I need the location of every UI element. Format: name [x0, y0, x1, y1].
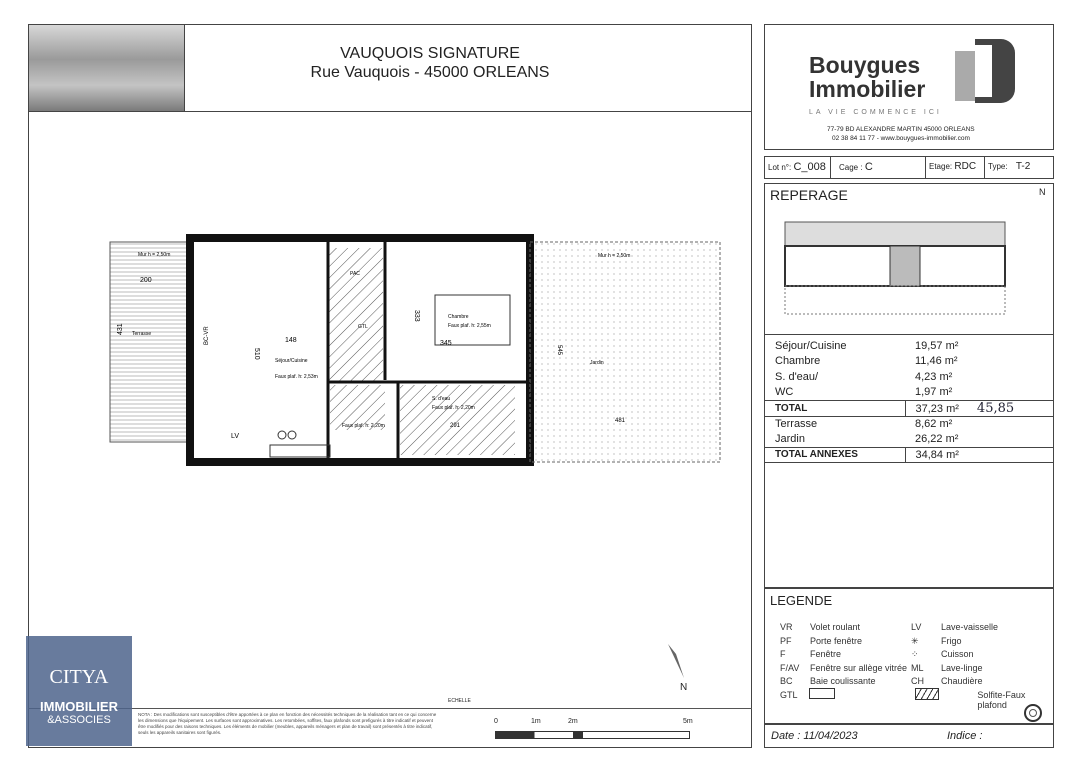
disclaimer-note: NOTA : Des modifications sont susceptibles d'être apportées à ce plan en fonction des nécessités techniques de la réalisation tant en ce qui concerne les dimensions que l'équipement. Les surfaces sont approximatives. Les retombées, soffites, faux plafonds sont prefigurés à titre indicatif et peuvent être modifiés pour des raisons techniques. Les éléments de mobilier (meubles, appareils ménagers et plan de travail) sont présentés à titre indicatif, seuls les appareils sanitaires sont figurés.: [138, 712, 437, 735]
table-row: Séjour/Cuisine 19,57 m²: [775, 339, 959, 352]
brand-name: Immobilier: [809, 76, 926, 102]
scale-tick: 2m: [568, 718, 578, 725]
room-label: Faux plaf. h: 2,55m: [448, 323, 491, 329]
table-row: Jardin 26,22 m²: [775, 433, 959, 445]
legend-item: [911, 649, 1053, 663]
legend-label: Fenêtre: [810, 649, 842, 659]
room-label: Faux plaf. h: 2,20m: [342, 423, 385, 429]
brand-name: Bouygues: [809, 52, 921, 78]
brand-logo-icon: [955, 51, 975, 101]
dim-label: BC-VR: [204, 326, 210, 345]
dim-label: 200: [140, 277, 152, 284]
legend-item: [780, 676, 907, 690]
room-label: Faux plaf. h: 2,20m: [432, 405, 475, 411]
legend-item: [780, 622, 907, 636]
legend-item: [780, 636, 907, 650]
room-label: Jardin: [590, 360, 604, 366]
scale-tick: 5m: [683, 718, 693, 725]
legend-code: GTL: [780, 689, 798, 700]
room-label: S. d'eau: [432, 396, 451, 402]
legend-item: [780, 663, 907, 677]
lot-info: Lot n°: C_008 Cage : C Etage: RDC Type: T-2: [764, 156, 1054, 179]
dim-label: 481: [615, 418, 626, 424]
legend-item: [780, 649, 907, 663]
legend-item: [911, 622, 1053, 636]
room-label: Faux plaf. h: 2,53m: [275, 374, 318, 380]
dim-label: 291: [450, 423, 461, 429]
surfaces-table: [765, 338, 1053, 463]
soffite-symbol: [915, 688, 939, 700]
total-row: TOTAL 37,23 m² 45,85: [765, 400, 1053, 416]
legend-label: Baie coulissante: [810, 676, 876, 686]
legend-code: ⁘: [911, 649, 919, 659]
room-label: Séjour/Cuisine: [275, 358, 308, 364]
room-label: Terrasse: [132, 331, 152, 337]
scale-bar: [495, 731, 690, 739]
approval-stamp-icon: [1023, 703, 1043, 723]
gtl-label: GTL: [358, 324, 368, 330]
indice-label: Indice :: [947, 730, 983, 742]
scale-tick: 1m: [531, 718, 541, 725]
legend-item: [911, 636, 1053, 650]
dim-label: Mur h = 2,50m: [598, 253, 631, 259]
divider: [28, 708, 752, 709]
brand-box: Bouygues Immobilier LA VIE COMMENCE ICI 77-79 BD ALEXANDRE MARTIN 45000 ORLEANS 02 38 84 11 77 - www.bouygues-immobilier.com: [764, 24, 1054, 150]
room-label: Chambre: [448, 314, 469, 320]
legend-code: LV: [911, 622, 922, 632]
legend-code: CH: [911, 676, 924, 686]
table-row: Chambre 11,46 m²: [775, 355, 958, 368]
dim-label: 545: [556, 345, 562, 356]
lot-number: C_008: [793, 161, 826, 173]
dim-label: 431: [117, 323, 124, 335]
footer: [764, 724, 1054, 748]
gtl-symbol: [809, 688, 835, 699]
handwritten-total: 45,85: [976, 400, 1015, 416]
legend-code: PF: [780, 635, 792, 646]
legend-item: [780, 690, 907, 704]
lv-label: LV: [231, 433, 240, 440]
dim-label: 333: [413, 310, 420, 322]
legend-section: [764, 588, 1054, 724]
dim-label: Mur h = 2,50m: [138, 252, 171, 258]
legend-label: Lave-linge: [941, 662, 983, 673]
date-label: Date : 11/04/2023: [771, 730, 858, 742]
legend-item: [911, 663, 1053, 677]
legend-code: VR: [780, 622, 793, 632]
table-row: Terrasse 8,62 m²: [775, 418, 953, 430]
table-row: WC 1,97 m²: [775, 386, 953, 398]
legend-label: Chaudière: [941, 676, 983, 686]
legend-label: Fenêtre sur allège vitrée: [810, 662, 908, 673]
table-row: S. d'eau/ 4,23 m²: [775, 370, 953, 383]
legend-code: F/AV: [780, 662, 800, 673]
legend-label: Porte fenêtre: [810, 635, 863, 646]
legend-code: ✳: [911, 635, 919, 646]
citya-stamp: CITYA IMMOBILIER &ASSOCIES: [26, 636, 132, 746]
location-map: [780, 214, 1010, 319]
legend-label: Frigo: [941, 635, 962, 646]
total-annexes-row: TOTAL ANNEXES 34,84 m²: [765, 447, 1053, 463]
dim-label: 510: [253, 348, 260, 360]
dim-label: 345: [440, 340, 452, 347]
legend-code: F: [780, 649, 786, 659]
legend-label: Volet roulant: [810, 622, 861, 632]
section-title: REPERAGE: [770, 187, 848, 203]
legend-code: BC: [780, 676, 793, 686]
north-label: N: [680, 682, 688, 693]
section-title: LEGENDE: [770, 593, 833, 608]
legend-label: Cuisson: [941, 649, 974, 659]
legend-label: Solfite-Faux plafond: [977, 689, 1026, 710]
room-label: PAC: [350, 271, 360, 277]
project-name: VAUQUOIS SIGNATURE: [340, 45, 520, 62]
scale-tick: 0: [494, 718, 498, 725]
legend-code: ML: [911, 662, 924, 673]
reperage-section: REPERAGE N Séjour/Cuisine 19,57 m² Chambre 11,46 m² S. d'eau/ 4,23 m² WC 1,97 m² TOTAL 37,23 m² 45,85 Terrasse 8,62 m² Jardin 26,22 m² TOTAL ANNEXES 34,84 m²: [764, 183, 1054, 588]
north-arrow-icon: [664, 642, 688, 682]
scale-title: ECHELLE: [448, 698, 471, 704]
floor-plan: [60, 230, 740, 470]
dim-label: 148: [285, 337, 297, 344]
terrasse: [110, 242, 190, 442]
legend-label: Lave-vaisselle: [941, 622, 999, 632]
project-address: Rue Vauquois - 45000 ORLEANS: [310, 64, 550, 81]
